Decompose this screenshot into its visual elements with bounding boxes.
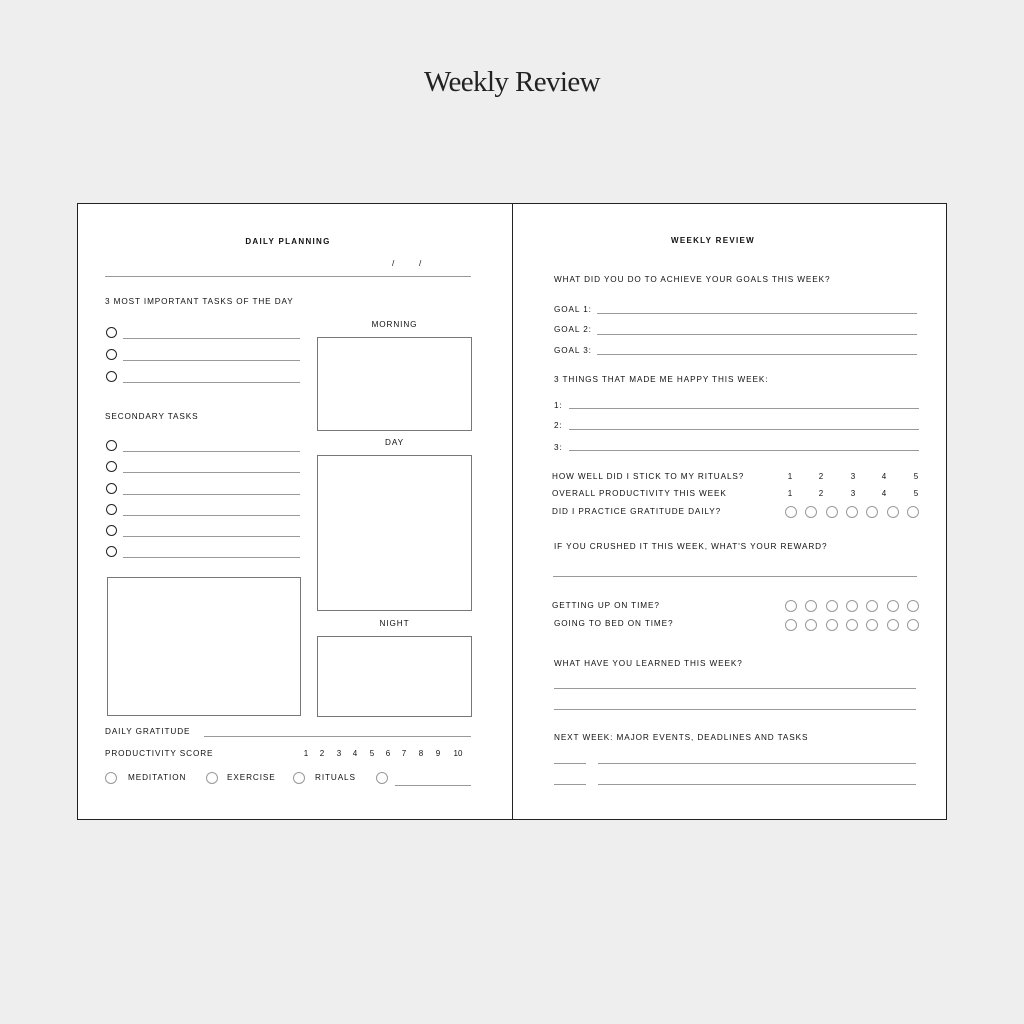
gratitude-question: DID I PRACTICE GRATITUDE DAILY?: [552, 507, 722, 516]
learned-question: WHAT HAVE YOU LEARNED THIS WEEK?: [554, 659, 743, 668]
secondary-task-line[interactable]: [123, 451, 300, 452]
gratitude-day-checkbox[interactable]: [785, 506, 797, 518]
morning-box[interactable]: [317, 337, 472, 431]
secondary-task-checkbox[interactable]: [106, 440, 117, 451]
gratitude-day-checkbox[interactable]: [907, 506, 919, 518]
custom-habit-checkbox[interactable]: [376, 772, 388, 784]
happy-2-line[interactable]: [569, 429, 919, 430]
morning-label: MORNING: [371, 320, 418, 329]
goal-2-label: GOAL 2:: [554, 325, 592, 334]
getting-up-label: GETTING UP ON TIME?: [552, 601, 660, 610]
rituals-checkbox[interactable]: [293, 772, 305, 784]
exercise-label: EXERCISE: [227, 773, 276, 782]
secondary-task-line[interactable]: [123, 494, 300, 495]
learned-line[interactable]: [554, 709, 916, 710]
reward-question: IF YOU CRUSHED IT THIS WEEK, WHAT'S YOUR REWARD?: [554, 542, 828, 551]
next-week-task-line[interactable]: [598, 784, 916, 785]
getting-up-day-checkbox[interactable]: [907, 600, 919, 612]
happy-question: 3 THINGS THAT MADE ME HAPPY THIS WEEK:: [554, 375, 769, 384]
getting-up-day-checkbox[interactable]: [785, 600, 797, 612]
secondary-task-checkbox[interactable]: [106, 483, 117, 494]
task-line[interactable]: [123, 360, 300, 361]
scale-number[interactable]: 7: [401, 749, 407, 758]
meditation-checkbox[interactable]: [105, 772, 117, 784]
next-week-date-line[interactable]: [554, 784, 586, 785]
secondary-task-checkbox[interactable]: [106, 461, 117, 472]
learned-line[interactable]: [554, 688, 916, 689]
weekly-review-page: [513, 204, 946, 819]
happy-3-line[interactable]: [569, 450, 919, 451]
next-week-task-line[interactable]: [598, 763, 916, 764]
getting-up-day-checkbox[interactable]: [805, 600, 817, 612]
secondary-task-checkbox[interactable]: [106, 504, 117, 515]
gratitude-day-checkbox[interactable]: [846, 506, 858, 518]
going-to-bed-day-checkbox[interactable]: [887, 619, 899, 631]
task-checkbox[interactable]: [106, 371, 117, 382]
goal-3-line[interactable]: [597, 354, 917, 355]
planner-spread: [77, 203, 947, 820]
going-to-bed-day-checkbox[interactable]: [826, 619, 838, 631]
date-separator: /: [392, 259, 396, 268]
productivity-score-label: PRODUCTIVITY SCORE: [105, 749, 214, 758]
happy-1-label: 1:: [554, 401, 563, 410]
scale-number[interactable]: 5: [369, 749, 375, 758]
weekly-review-header: WEEKLY REVIEW: [670, 236, 756, 245]
next-week-date-line[interactable]: [554, 763, 586, 764]
most-important-tasks-label: 3 MOST IMPORTANT TASKS OF THE DAY: [105, 297, 294, 306]
scale-number[interactable]: 10: [453, 749, 463, 758]
meditation-label: MEDITATION: [128, 773, 187, 782]
task-checkbox[interactable]: [106, 349, 117, 360]
rituals-question: HOW WELL DID I STICK TO MY RITUALS?: [552, 472, 745, 481]
scale-number[interactable]: 3: [336, 749, 342, 758]
getting-up-day-checkbox[interactable]: [866, 600, 878, 612]
goal-1-line[interactable]: [597, 313, 917, 314]
scale-number[interactable]: 8: [418, 749, 424, 758]
rituals-label: RITUALS: [315, 773, 356, 782]
page-title: Weekly Review: [424, 66, 600, 98]
gratitude-day-checkbox[interactable]: [826, 506, 838, 518]
happy-1-line[interactable]: [569, 408, 919, 409]
gratitude-line[interactable]: [204, 736, 471, 737]
scale-number[interactable]: 1: [787, 472, 793, 481]
daily-planning-header: DAILY PLANNING: [245, 237, 331, 246]
scale-number[interactable]: 4: [881, 489, 887, 498]
goals-question: WHAT DID YOU DO TO ACHIEVE YOUR GOALS THIS WEEK?: [554, 275, 831, 284]
notes-box[interactable]: [107, 577, 301, 716]
scale-number[interactable]: 2: [319, 749, 325, 758]
scale-number[interactable]: 5: [913, 489, 919, 498]
task-line[interactable]: [123, 338, 300, 339]
scale-number[interactable]: 3: [850, 472, 856, 481]
scale-number[interactable]: 2: [818, 472, 824, 481]
exercise-checkbox[interactable]: [206, 772, 218, 784]
going-to-bed-day-checkbox[interactable]: [846, 619, 858, 631]
happy-2-label: 2:: [554, 421, 563, 430]
scale-number[interactable]: 1: [787, 489, 793, 498]
date-separator: /: [419, 259, 423, 268]
scale-number[interactable]: 2: [818, 489, 824, 498]
date-line[interactable]: [105, 276, 471, 277]
daily-gratitude-label: DAILY GRATITUDE: [105, 727, 191, 736]
getting-up-day-checkbox[interactable]: [846, 600, 858, 612]
custom-habit-line[interactable]: [395, 785, 471, 786]
day-box[interactable]: [317, 455, 472, 611]
goal-1-label: GOAL 1:: [554, 305, 592, 314]
scale-number[interactable]: 4: [881, 472, 887, 481]
scale-number[interactable]: 1: [303, 749, 309, 758]
day-label: DAY: [385, 438, 404, 447]
gratitude-day-checkbox[interactable]: [887, 506, 899, 518]
productivity-question: OVERALL PRODUCTIVITY THIS WEEK: [552, 489, 727, 498]
secondary-task-line[interactable]: [123, 515, 300, 516]
night-box[interactable]: [317, 636, 472, 717]
next-week-label: NEXT WEEK: MAJOR EVENTS, DEADLINES AND TASKS: [554, 733, 809, 742]
going-to-bed-day-checkbox[interactable]: [785, 619, 797, 631]
secondary-tasks-label: SECONDARY TASKS: [105, 412, 199, 421]
secondary-task-line[interactable]: [123, 472, 300, 473]
scale-number[interactable]: 6: [385, 749, 391, 758]
gratitude-day-checkbox[interactable]: [805, 506, 817, 518]
going-to-bed-day-checkbox[interactable]: [907, 619, 919, 631]
secondary-task-line[interactable]: [123, 536, 300, 537]
task-checkbox[interactable]: [106, 327, 117, 338]
goal-3-label: GOAL 3:: [554, 346, 592, 355]
secondary-task-checkbox[interactable]: [106, 546, 117, 557]
reward-line[interactable]: [553, 576, 917, 577]
secondary-task-checkbox[interactable]: [106, 525, 117, 536]
gratitude-day-checkbox[interactable]: [866, 506, 878, 518]
scale-number[interactable]: 4: [352, 749, 358, 758]
task-line[interactable]: [123, 382, 300, 383]
going-to-bed-label: GOING TO BED ON TIME?: [554, 619, 674, 628]
scale-number[interactable]: 3: [850, 489, 856, 498]
secondary-task-line[interactable]: [123, 557, 300, 558]
scale-number[interactable]: 5: [913, 472, 919, 481]
goal-2-line[interactable]: [597, 334, 917, 335]
happy-3-label: 3:: [554, 443, 563, 452]
going-to-bed-day-checkbox[interactable]: [866, 619, 878, 631]
night-label: NIGHT: [379, 619, 410, 628]
daily-planning-page: [78, 204, 512, 819]
going-to-bed-day-checkbox[interactable]: [805, 619, 817, 631]
scale-number[interactable]: 9: [435, 749, 441, 758]
getting-up-day-checkbox[interactable]: [826, 600, 838, 612]
getting-up-day-checkbox[interactable]: [887, 600, 899, 612]
